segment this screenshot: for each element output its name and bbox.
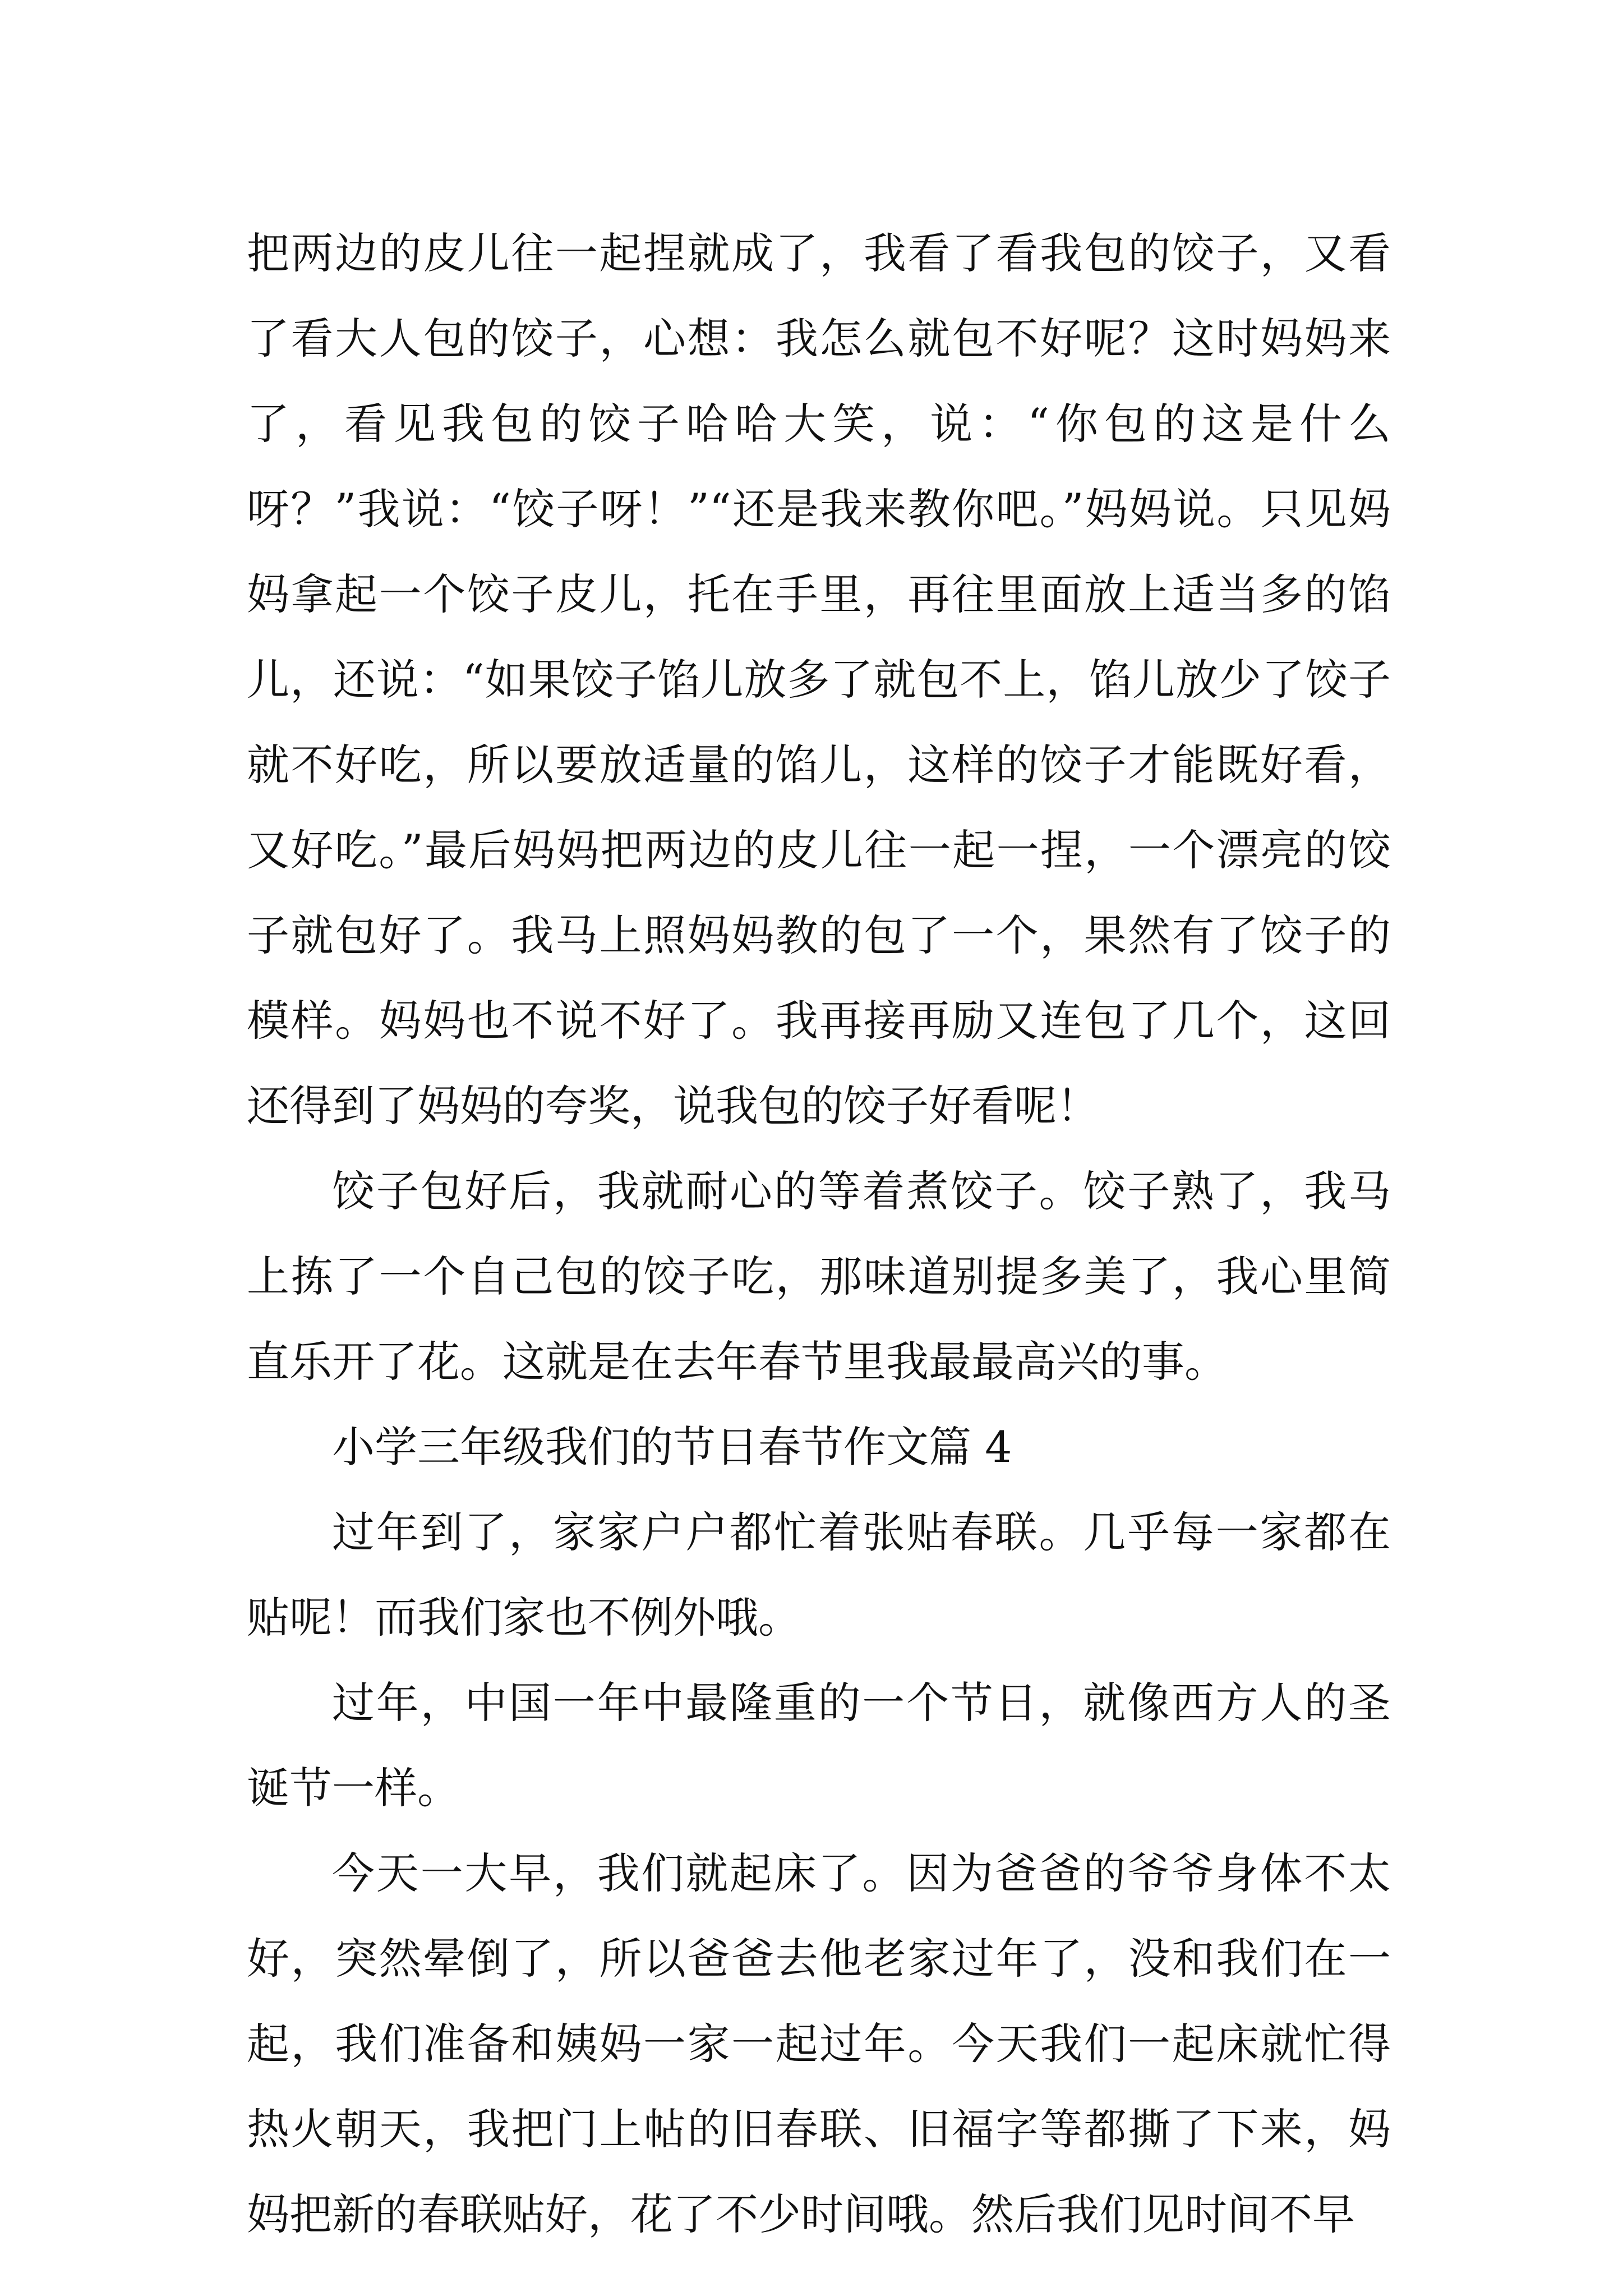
paragraph-new-year-festival: 过年，中国一年中最隆重的一个节日，就像西方人的圣诞节一样。 <box>247 1678 1391 1813</box>
paragraph-couplets: 过年到了，家家户户都忙着张贴春联。几乎每一家都在贴呢！而我们家也不例外哦。 <box>247 1507 1391 1642</box>
paragraph-continued-dumplings: 把两边的皮儿往一起捏就成了，我看了看我包的饺子，又看了看大人包的饺子，心想：我怎么就包不好呢？这时妈妈来了，看见我包的饺子哈哈大笑，说：“你包的这是什么呀？”我说：“饺子呀！”“还是我来教你吧。”妈妈说。只见妈妈拿起一个饺子皮儿，托在手里，再往里面放上适当多的馅儿，还说：“如果饺子馅儿放多了就包不上，馅儿放少了饺子就不好吃，所以要放适量的馅儿，这样的饺子才能既好看，又好吃。”最后妈妈把两边的皮儿往一起一捏，一个漂亮的饺子就包好了。我马上照妈妈教的包了一个，果然有了饺子的模样。妈妈也不说不好了。我再接再励又连包了几个，这回还得到了妈妈的夸奖，说我包的饺子好看呢！ <box>247 228 1391 1131</box>
essay-heading-part-4: 小学三年级我们的节日春节作文篇 4 <box>332 1422 1012 1472</box>
paragraph-eating-dumplings: 饺子包好后，我就耐心的等着煮饺子。饺子熟了，我马上拣了一个自己包的饺子吃，那味道别提多美了，我心里简直乐开了花。这就是在去年春节里我最最高兴的事。 <box>247 1166 1391 1387</box>
essay-body <box>247 211 1391 2257</box>
paragraph-morning: 今天一大早，我们就起床了。因为爸爸的爷爷身体不太好，突然晕倒了，所以爸爸去他老家过年了，没和我们在一起，我们准备和姨妈一家一起过年。今天我们一起床就忙得热火朝天，我把门上帖的旧春联、旧福字等都撕了下来，妈妈把新的春联贴好，花了不少时间哦。然后我们见时间不早 <box>247 1848 1391 2239</box>
